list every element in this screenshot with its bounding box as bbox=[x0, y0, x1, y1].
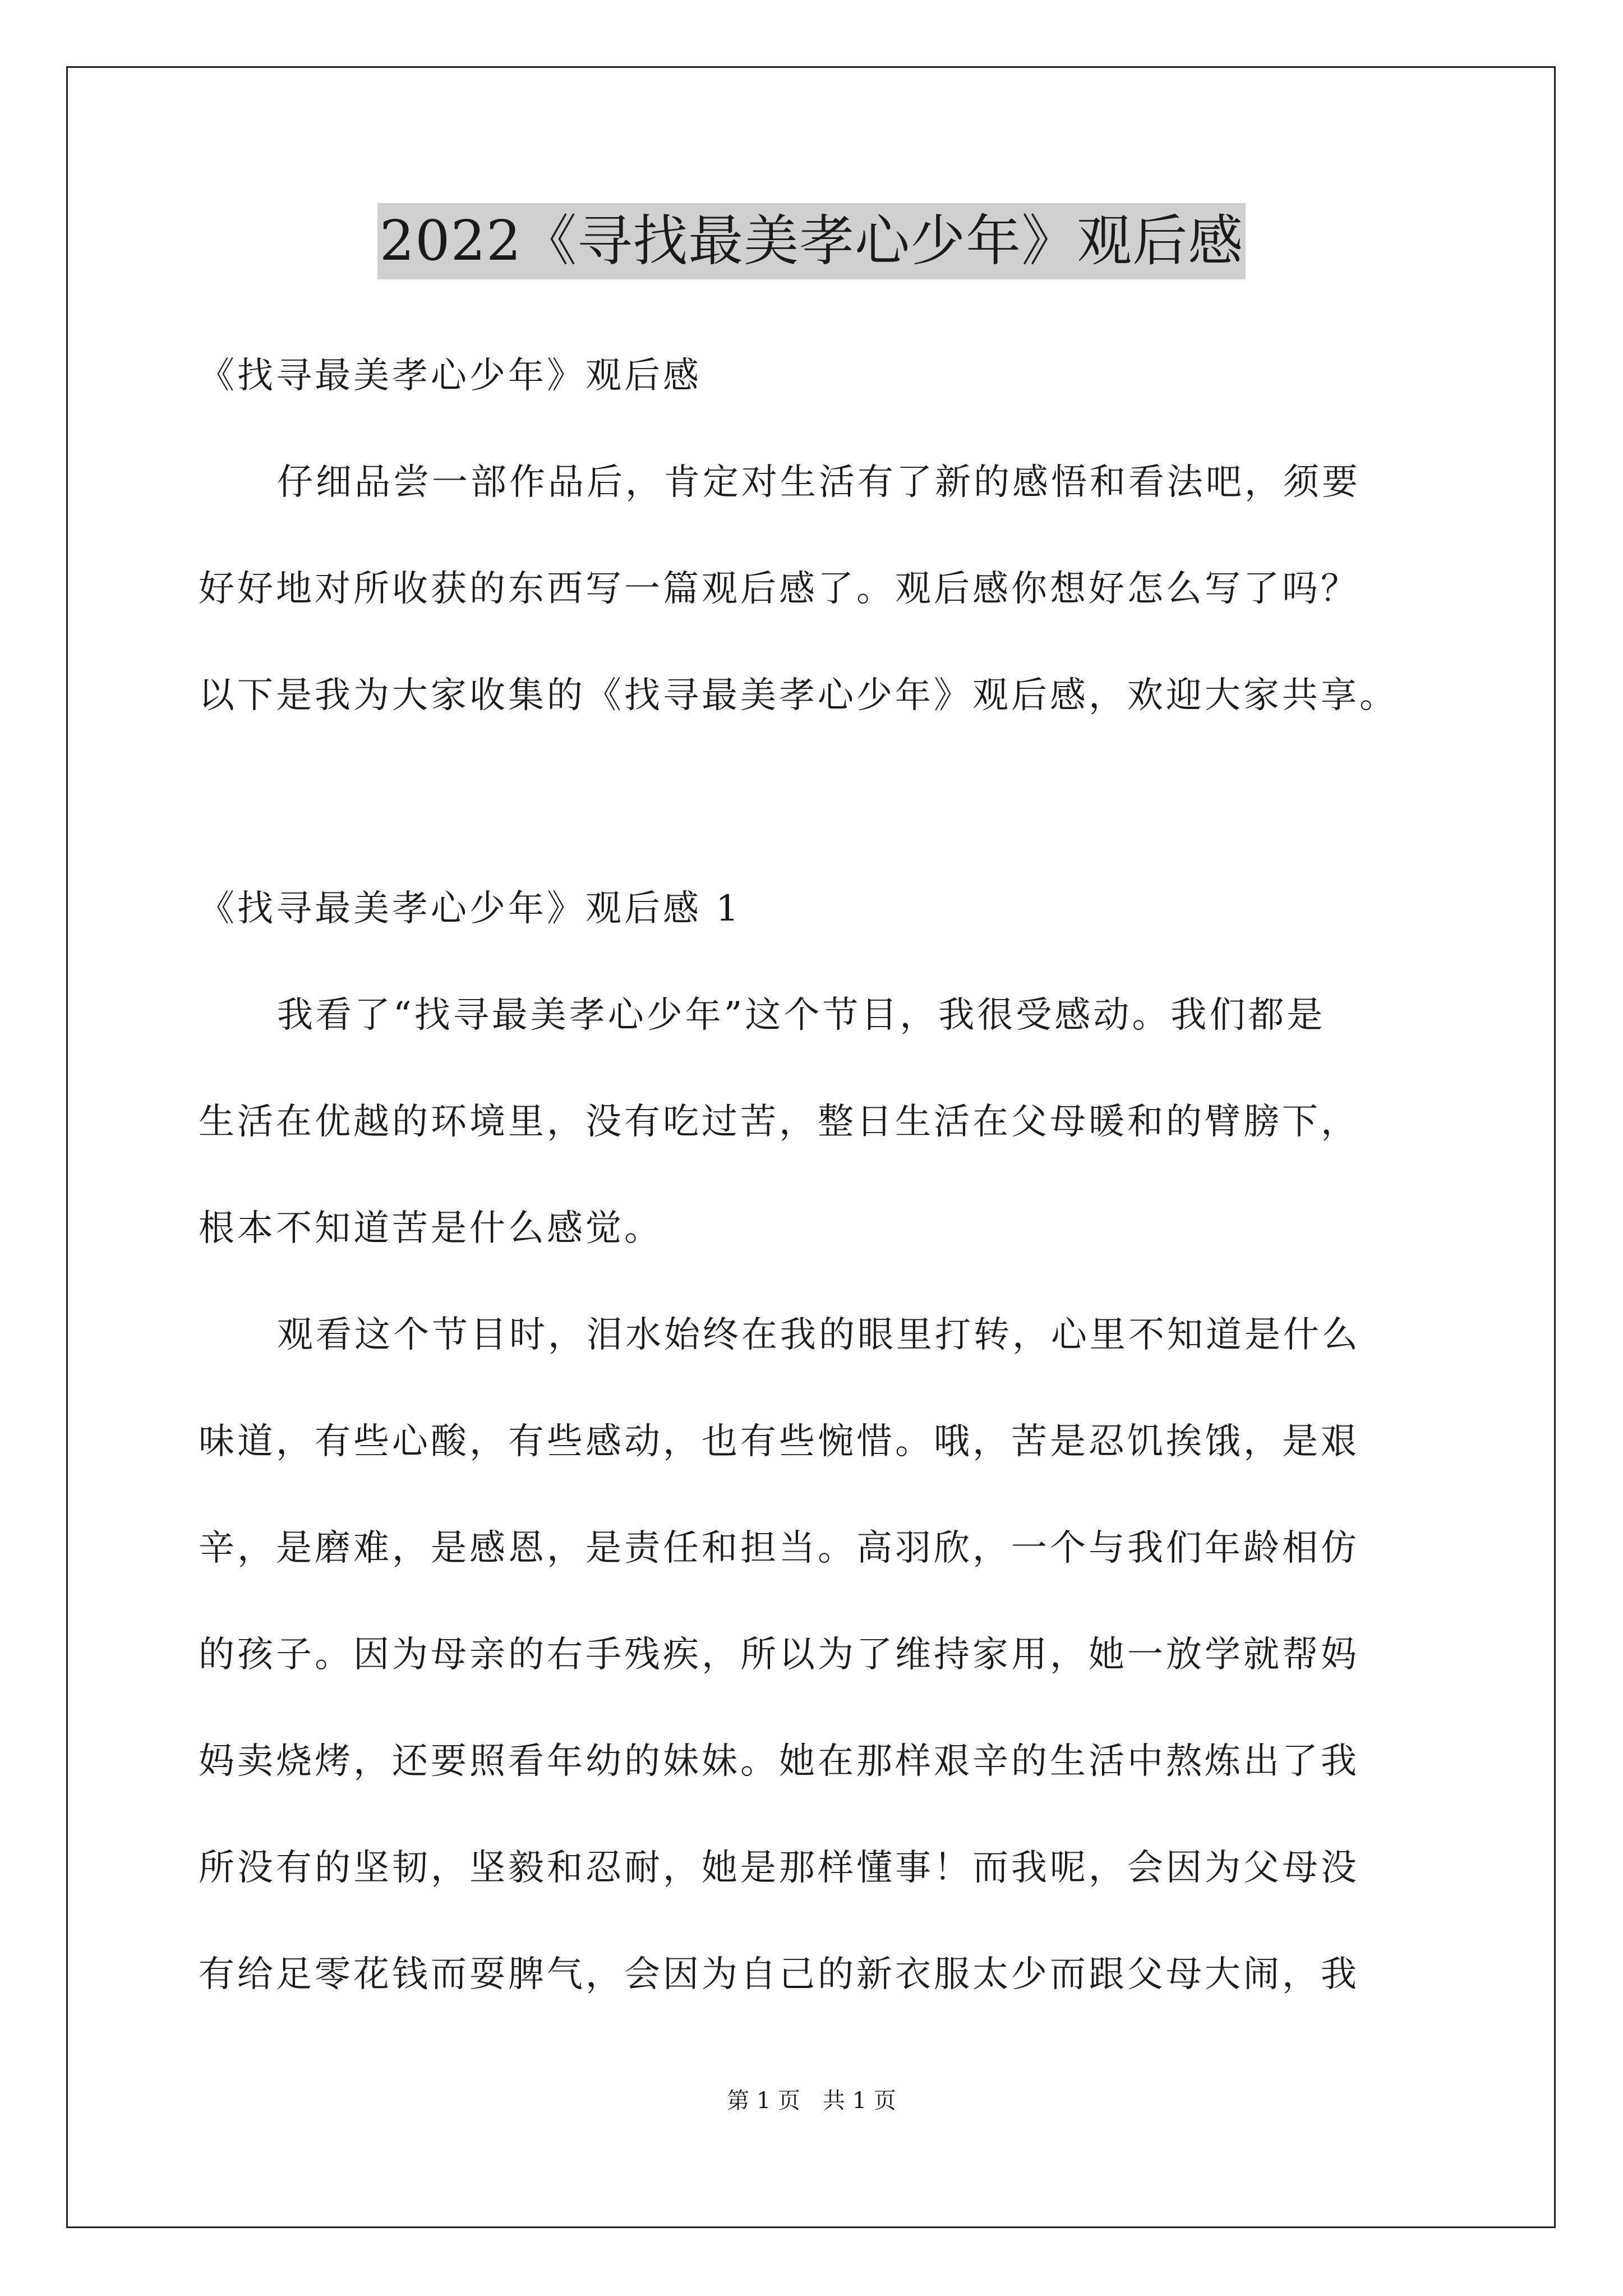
section-heading: 《找寻最美孝心少年》观后感 bbox=[199, 355, 702, 397]
paragraph-line: 以下是我为大家收集的《找寻最美孝心少年》观后感，欢迎大家共享。 bbox=[199, 675, 1398, 716]
paragraph-line: 妈卖烧烤，还要照看年幼的妹妹。她在那样艰辛的生活中熬炼出了我 bbox=[199, 1741, 1359, 1782]
paragraph-line: 我看了“找寻最美孝心少年”这个节目，我很受感动。我们都是 bbox=[277, 995, 1326, 1036]
paragraph-line: 味道，有些心酸，有些感动，也有些惋惜。哦，苦是忍饥挨饿，是艰 bbox=[199, 1421, 1359, 1462]
paragraph-line: 辛，是磨难，是感恩，是责任和担当。高羽欣，一个与我们年龄相仿 bbox=[199, 1527, 1359, 1569]
paragraph-line: 好好地对所收获的东西写一篇观后感了。观后感你想好怎么写了吗？ bbox=[199, 568, 1359, 610]
paragraph-line: 的孩子。因为母亲的右手残疾，所以为了维持家用，她一放学就帮妈 bbox=[199, 1634, 1359, 1676]
paragraph-line: 生活在优越的环境里，没有吃过苦，整日生活在父母暖和的臂膀下， bbox=[199, 1101, 1359, 1143]
paragraph-line: 根本不知道苦是什么感觉。 bbox=[199, 1208, 663, 1249]
paragraph-line: 观看这个节目时，泪水始终在我的眼里打转，心里不知道是什么 bbox=[277, 1314, 1361, 1356]
title-block bbox=[0, 203, 1623, 279]
paragraph-line: 仔细品尝一部作品后，肯定对生活有了新的感悟和看法吧，须要 bbox=[277, 462, 1361, 503]
page-footer: 第 1 页 共 1 页 bbox=[727, 2088, 896, 2114]
paragraph-line: 有给足零花钱而耍脾气，会因为自己的新衣服太少而跟父母大闹，我 bbox=[199, 1954, 1359, 1995]
section-heading: 《找寻最美孝心少年》观后感 1 bbox=[199, 888, 742, 930]
paragraph-line: 所没有的坚韧，坚毅和忍耐，她是那样懂事！而我呢，会因为父母没 bbox=[199, 1847, 1359, 1889]
document-title: 2022《寻找最美孝心少年》观后感 bbox=[377, 203, 1246, 279]
